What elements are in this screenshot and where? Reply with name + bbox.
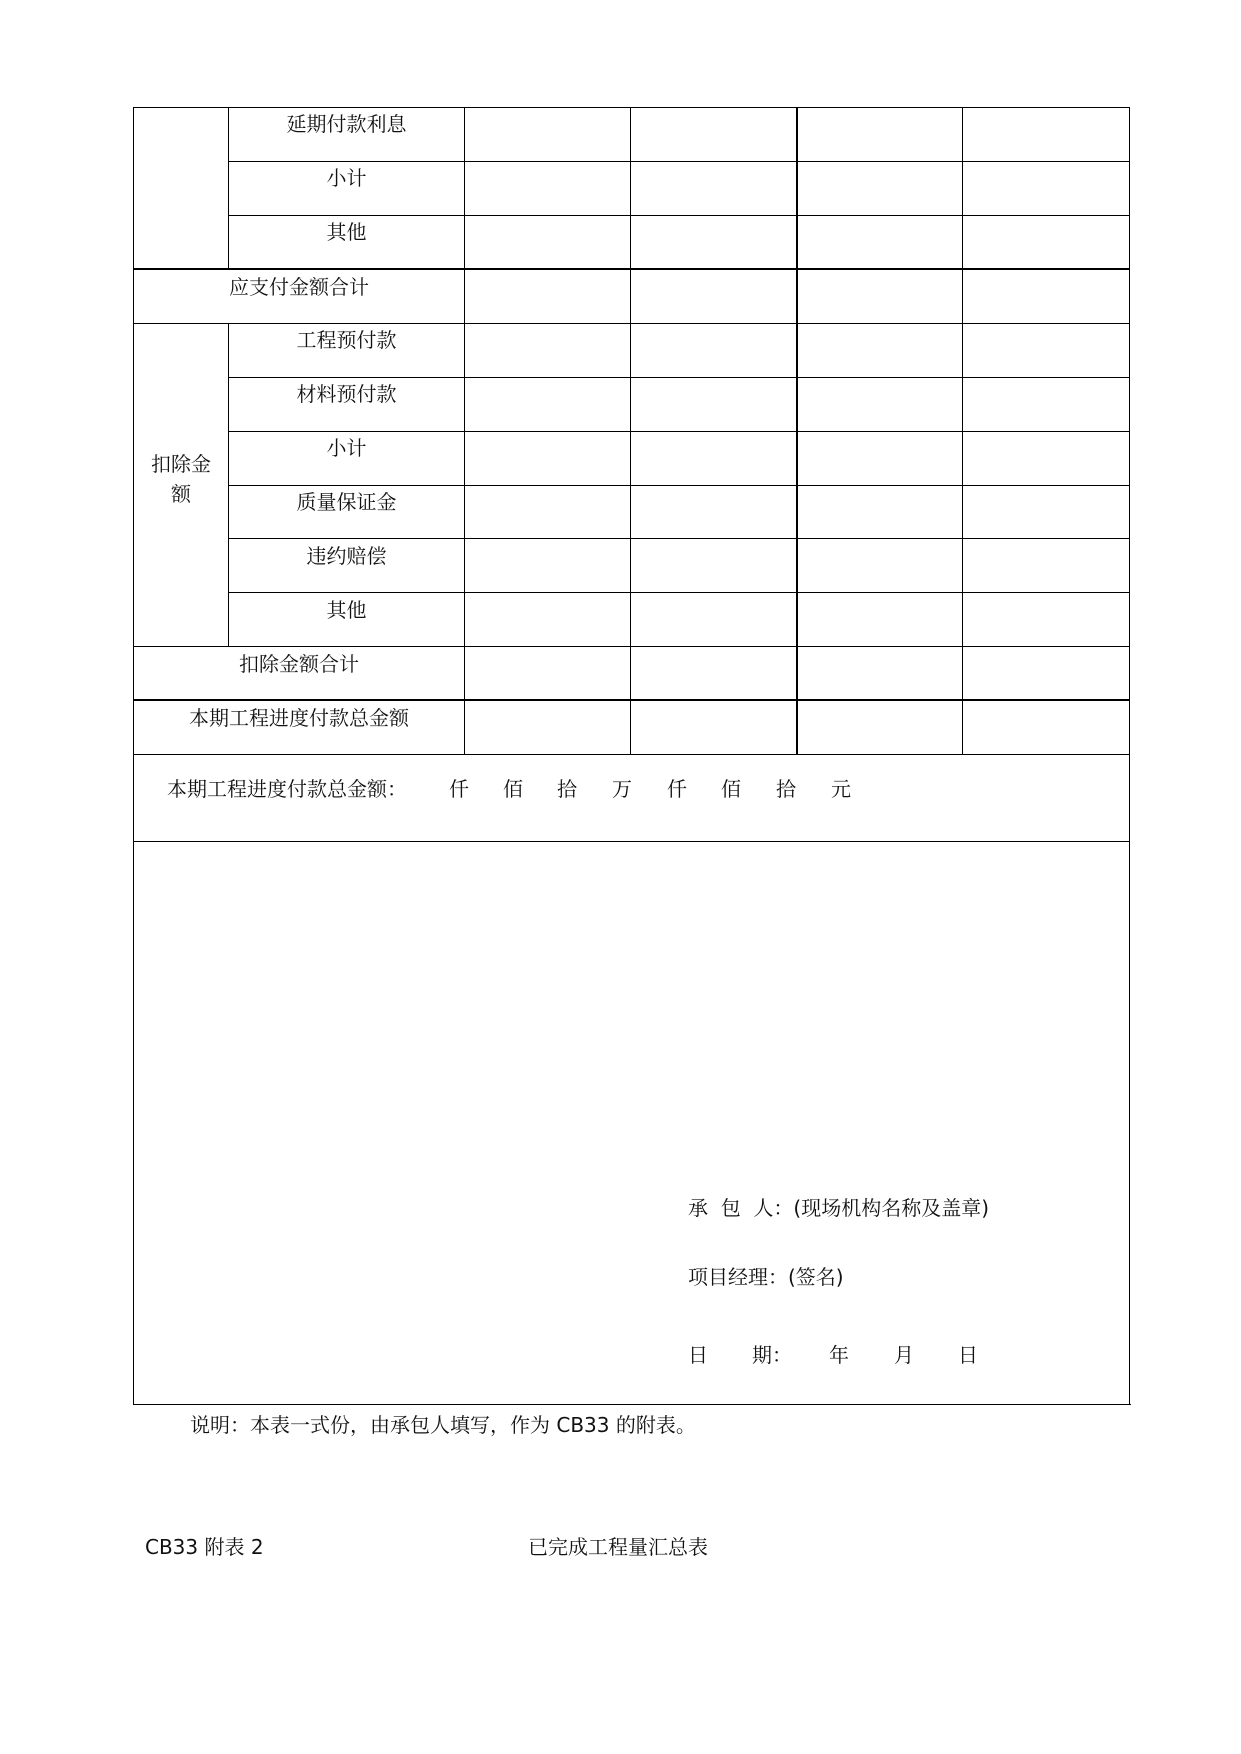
unit-wan: 万 (612, 777, 632, 801)
row-label-breach-compensation: 违约赔偿 (306, 544, 387, 568)
row-line (228, 538, 1130, 539)
contractor-signature-line: 承 包 人：(现场机构名称及盖章) (688, 1196, 990, 1220)
row-label-deduction-other: 其他 (326, 598, 367, 622)
row-line-thick (133, 699, 1130, 701)
unit-shi-1: 拾 (557, 777, 577, 801)
row-label-deferred-interest: 延期付款利息 (286, 112, 407, 136)
form-title: 已完成工程量汇总表 (528, 1535, 708, 1559)
project-manager-signature-line: 项目经理：(签名) (688, 1265, 844, 1289)
amount-in-words-label: 本期工程进度付款总金额： (167, 777, 407, 801)
row-line (228, 592, 1130, 593)
table-bottom-border (133, 1404, 1131, 1405)
deduction-group-label (134, 449, 228, 509)
row-label-deduction-subtotal: 小计 (326, 436, 367, 460)
row-line (228, 161, 1130, 162)
row-label-advance-payment: 工程预付款 (296, 328, 397, 352)
row-label-subtotal: 小计 (326, 166, 367, 190)
unit-qian-1: 仟 (449, 777, 469, 801)
date-day: 日 (958, 1343, 978, 1367)
row-line (228, 485, 1130, 486)
row-label-other: 其他 (326, 220, 367, 244)
row-label-material-advance: 材料预付款 (296, 382, 397, 406)
table-right-border (1129, 107, 1130, 1405)
date-year: 年 (829, 1343, 849, 1367)
date-label-2: 期： (752, 1343, 792, 1367)
unit-qian-2: 仟 (667, 777, 687, 801)
table-top-border (133, 107, 1130, 108)
row-line (133, 754, 1130, 755)
row-line-thick (133, 268, 1130, 270)
date-label: 日 (688, 1343, 708, 1367)
deduction-total-label: 扣除金额合计 (239, 652, 359, 676)
deduction-group-label-text: 扣除金额 (151, 452, 211, 506)
row-label-quality-deposit: 质量保证金 (296, 490, 397, 514)
row-line (133, 841, 1130, 842)
row-line (228, 377, 1130, 378)
date-month: 月 (894, 1343, 914, 1367)
row-line (133, 323, 1130, 324)
unit-yuan: 元 (831, 777, 851, 801)
form-code: CB33 附表 2 (145, 1535, 264, 1559)
unit-bai-1: 佰 (503, 777, 523, 801)
row-line (133, 646, 1130, 647)
table-note: 说明：本表一式份，由承包人填写，作为 CB33 的附表。 (190, 1413, 696, 1437)
payable-total-label: 应支付金额合计 (229, 275, 369, 299)
row-line (228, 431, 1130, 432)
row-line (228, 215, 1130, 216)
table-left-border (133, 107, 134, 1405)
unit-shi-2: 拾 (776, 777, 796, 801)
unit-bai-2: 佰 (721, 777, 741, 801)
period-total-label: 本期工程进度付款总金额 (189, 706, 409, 730)
